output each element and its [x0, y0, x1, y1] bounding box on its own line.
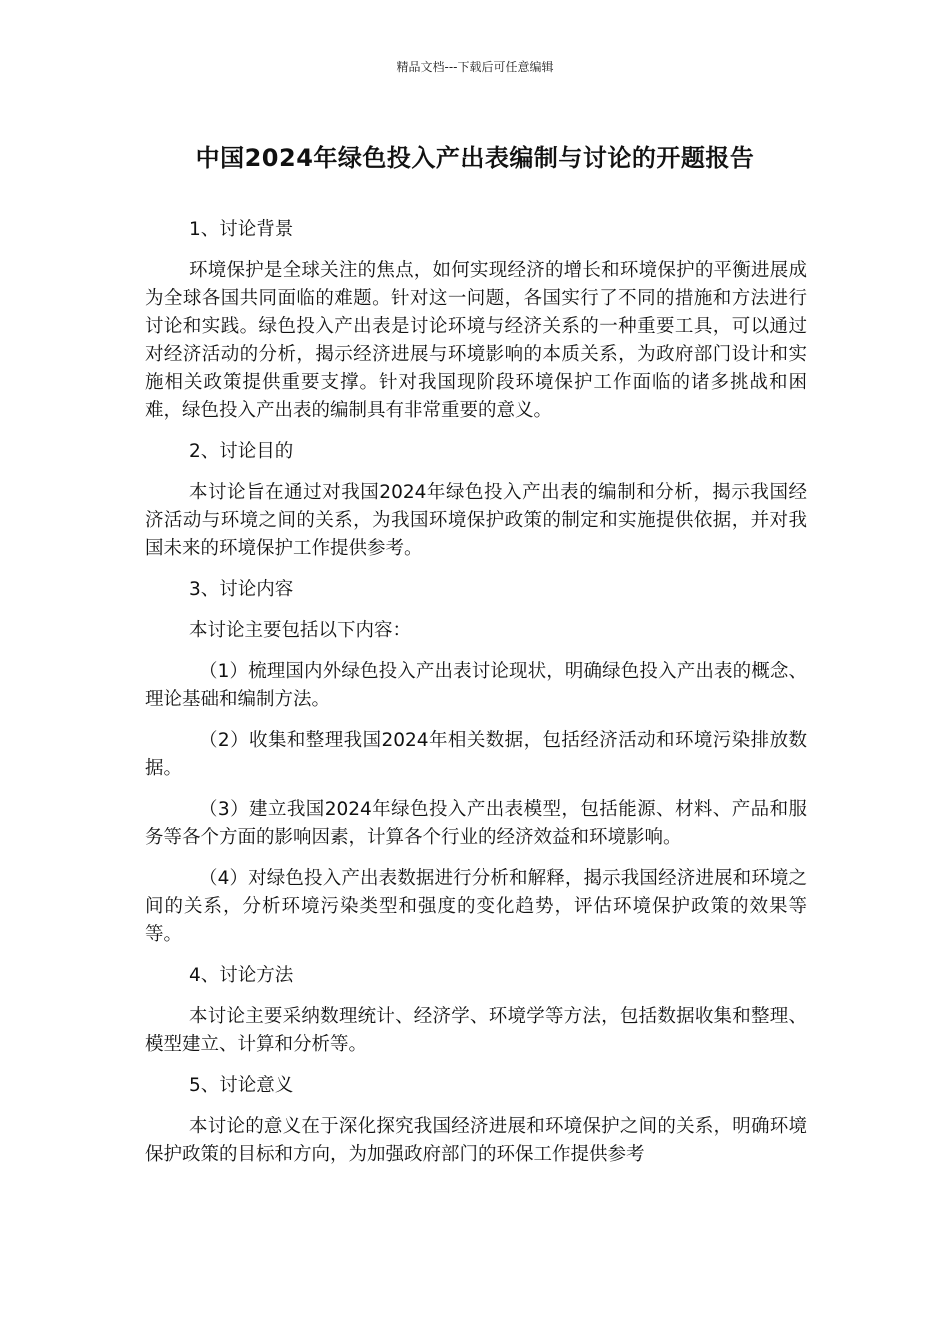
paragraph-purpose: 本讨论旨在通过对我国2024年绿色投入产出表的编制和分析，揭示我国经济活动与环境之间的关系，为我国环境保护政策的制定和实施提供依据，并对我国未来的环境保护工作提供参考。 [145, 482, 807, 559]
document-body [145, 216, 807, 1182]
document-title: 中国2024年绿色投入产出表编制与讨论的开题报告 [195, 144, 755, 172]
section-heading-purpose: 2、讨论目的 [189, 441, 294, 462]
header-note: 精品文档---下载后可任意编辑 [396, 60, 554, 74]
list-item: （3）建立我国2024年绿色投入产出表模型，包括能源、材料、产品和服务等各个方面的影响因素，计算各个行业的经济效益和环境影响。 [145, 799, 807, 848]
list-item: （2）收集和整理我国2024年相关数据，包括经济活动和环境污染排放数据。 [145, 730, 807, 779]
list-item: （1）梳理国内外绿色投入产出表讨论现状，明确绿色投入产出表的概念、理论基础和编制方法。 [145, 661, 807, 710]
section-heading-background: 1、讨论背景 [189, 219, 294, 240]
section-heading-method: 4、讨论方法 [189, 965, 294, 986]
paragraph-method: 本讨论主要采纳数理统计、经济学、环境学等方法，包括数据收集和整理、模型建立、计算和分析等。 [145, 1006, 807, 1055]
list-item: （4）对绿色投入产出表数据进行分析和解释，揭示我国经济进展和环境之间的关系，分析环境污染类型和强度的变化趋势，评估环境保护政策的效果等等。 [145, 868, 807, 945]
section-heading-content: 3、讨论内容 [189, 579, 294, 600]
paragraph-background: 环境保护是全球关注的焦点，如何实现经济的增长和环境保护的平衡进展成为全球各国共同面临的难题。针对这一问题，各国实行了不同的措施和方法进行讨论和实践。绿色投入产出表是讨论环境与经济关系的一种重要工具，可以通过对经济活动的分析，揭示经济进展与环境影响的本质关系，为政府部门设计和实施相关政策提供重要支撑。针对我国现阶段环境保护工作面临的诸多挑战和困难，绿色投入产出表的编制具有非常重要的意义。 [145, 260, 807, 421]
paragraph-content-intro: 本讨论主要包括以下内容： [189, 620, 412, 641]
paragraph-significance: 本讨论的意义在于深化探究我国经济进展和环境保护之间的关系，明确环境保护政策的目标和方向，为加强政府部门的环保工作提供参考 [145, 1116, 807, 1165]
section-heading-significance: 5、讨论意义 [189, 1075, 294, 1096]
